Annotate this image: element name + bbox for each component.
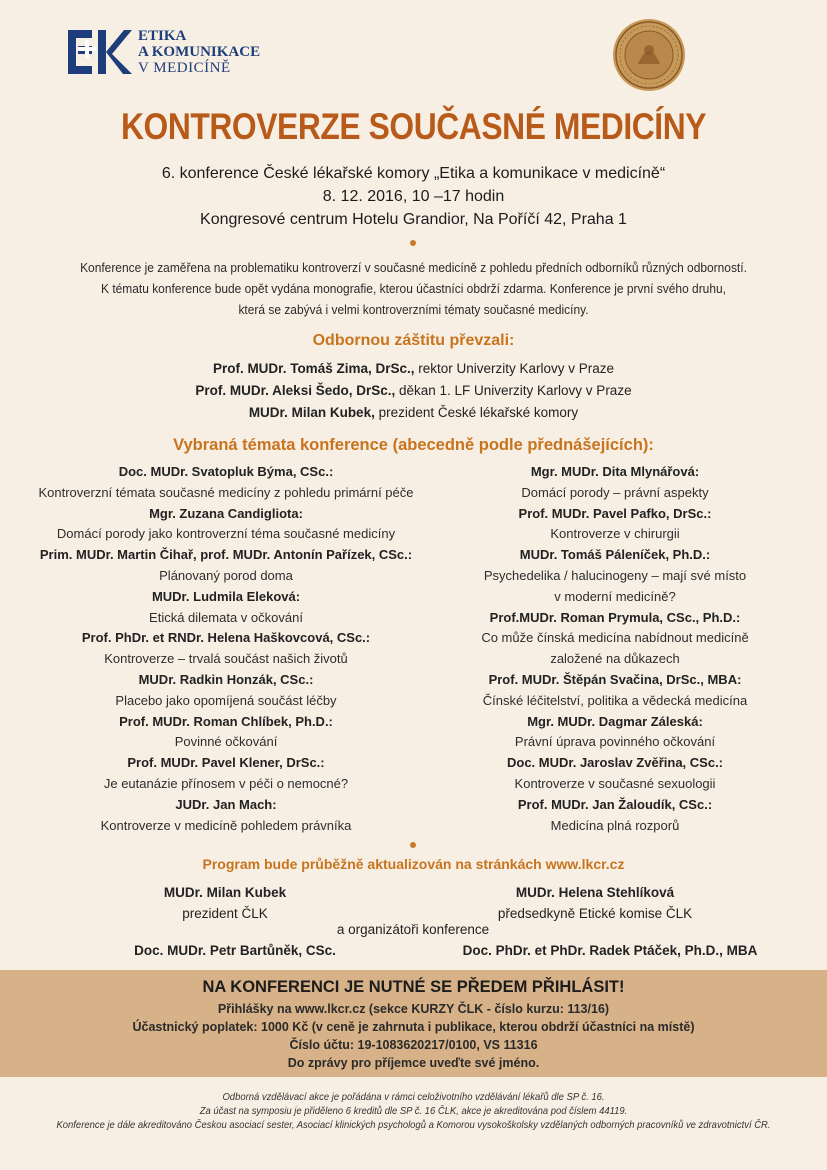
speaker-name: Mgr. Zuzana Candigliota: <box>149 505 303 521</box>
intro-line: Konference je zaměřena na problematiku kontroverzí v současné medicíně z pohledu předních odborníků různých odborností. <box>80 260 747 275</box>
speaker-entry <box>36 795 416 837</box>
conference-name: 6. konference České lékařské komory „Etika a komunikace v medicíně“ <box>161 165 666 182</box>
logo-line-1: ETIKA <box>138 28 187 44</box>
organizer-kubek: MUDr. Milan Kubek prezident ČLK <box>163 885 287 921</box>
patronage-list <box>0 358 827 424</box>
registration-banner <box>0 970 827 1077</box>
speaker-entry <box>430 504 800 546</box>
speaker-topic: Právní úprava povinného očkování <box>514 734 716 750</box>
organizer-bartunek: Doc. MUDr. Petr Bartůněk, CSc. <box>134 943 336 958</box>
speaker-topic: Psychedelika / halucinogeny – mají své místo <box>483 567 747 583</box>
patron: Prof. MUDr. Tomáš Zima, DrSc., rektor Univerzity Karlovy v Praze <box>212 361 615 376</box>
registration-title: NA KONFERENCI JE NUTNÉ SE PŘEDEM PŘIHLÁSIT! <box>202 978 625 996</box>
conference-date: 8. 12. 2016, 10 –17 hodin <box>322 188 505 205</box>
speaker-name: Prof.MUDr. Roman Prymula, CSc., Ph.D.: <box>489 609 741 625</box>
speaker-name: Prof. MUDr. Roman Chlíbek, Ph.D.: <box>119 713 333 729</box>
intro-paragraph <box>79 257 748 320</box>
organizer-ptacek: Doc. PhDr. et PhDr. Radek Ptáček, Ph.D., MBA <box>462 943 758 958</box>
speaker-entry <box>430 753 800 795</box>
speaker-topic: Domácí porody jako kontroverzní téma současné medicíny <box>56 526 396 542</box>
program-note: Program bude průběžně aktualizován na stránkách www.lkcr.cz <box>202 856 625 872</box>
speaker-name: Prof. MUDr. Pavel Klener, DrSc.: <box>127 755 325 771</box>
accreditation-footer <box>0 1090 827 1132</box>
speaker-name: Doc. MUDr. Jaroslav Zvěřina, CSc.: <box>506 755 724 771</box>
intro-line: která se zabývá i velmi kontroverzními tématy současné medicíny. <box>238 302 589 317</box>
organizer-stehlikova: MUDr. Helena Stehlíková předsedkyně Etické komise ČLK <box>497 885 693 921</box>
fee-line: Účastnický poplatek: 1000 Kč (v ceně je zahrnuta i publikace, kterou obdrží účastníci na místě) <box>132 1020 695 1034</box>
speaker-entry <box>36 504 416 546</box>
speaker-topic: Co může čínská medicína nabídnout medicíně <box>481 630 749 646</box>
speaker-topic: Plánovaný porod doma <box>159 567 293 583</box>
speaker-entry <box>36 628 416 670</box>
speaker-name: Prof. MUDr. Štěpán Svačina, DrSc., MBA: <box>488 671 742 687</box>
page-title: KONTROVERZE SOUČASNÉ MEDICÍNY <box>120 106 707 147</box>
patron: Prof. MUDr. Aleksi Šedo, DrSc., děkan 1. LF Univerzity Karlovy v Praze <box>195 383 632 398</box>
speaker-name: Prim. MUDr. Martin Čihař, prof. MUDr. Antonín Pařízek, CSc.: <box>39 547 413 563</box>
topics-heading: Vybraná témata konference (abecedně podle přednášejících): <box>173 436 654 454</box>
patron: MUDr. Milan Kubek, prezident České lékařské komory <box>248 405 579 420</box>
footer-line: Za účast na symposiu je přiděleno 6 kreditů dle SP č. 16 ČLK, akce je akreditována pod číslem 44119. <box>199 1105 628 1117</box>
speaker-entry <box>430 462 800 504</box>
account-line: Číslo účtu: 19-1083620217/0100, VS 11316 <box>289 1038 538 1052</box>
topics-left-column <box>36 462 416 836</box>
speaker-name: Mgr. MUDr. Dita Mlynářová: <box>530 464 700 479</box>
speaker-entry <box>36 545 416 587</box>
clk-seal-icon <box>612 18 686 92</box>
speaker-topic: Medicína plná rozporů <box>550 817 680 833</box>
speaker-topic: Kontroverze v chirurgii <box>550 526 680 542</box>
speaker-entry <box>430 670 800 712</box>
speaker-entry <box>36 462 416 504</box>
separator-dot <box>410 842 416 848</box>
speaker-topic: Etická dilemata v očkování <box>149 609 303 625</box>
speaker-name: Doc. MUDr. Svatopluk Býma, CSc.: <box>118 464 334 479</box>
conference-venue: Kongresové centrum Hotelu Grandior, Na Poříčí 42, Praha 1 <box>200 211 627 228</box>
speaker-name: JUDr. Jan Mach: <box>175 796 277 812</box>
speaker-topic: Kontroverze v medicíně pohledem právníka <box>100 817 352 833</box>
speaker-name: MUDr. Tomáš Páleníček, Ph.D.: <box>519 547 711 563</box>
speaker-topic: Domácí porody – právní aspekty <box>521 484 709 500</box>
speaker-topic: Povinné očkování <box>174 734 278 750</box>
separator-dot <box>410 240 416 246</box>
speaker-topic: Placebo jako opomíjená součást léčby <box>115 692 337 708</box>
speaker-entry <box>36 753 416 795</box>
speaker-entry <box>430 608 800 670</box>
ek-logo <box>66 26 276 78</box>
topics-right-column <box>430 462 800 836</box>
speaker-name: Prof. MUDr. Jan Žaloudík, CSc.: <box>517 796 713 812</box>
ek-logo-mark-icon <box>66 26 132 78</box>
speaker-topic: Kontroverze v současné sexuologii <box>514 775 716 791</box>
speaker-topic: založené na důkazech <box>550 651 680 667</box>
speaker-topic: Kontroverze – trvalá součást našich životů <box>104 651 348 667</box>
intro-line: K tématu konference bude opět vydána monografie, kterou účastníci obdrží zdarma. Konference je první svého druhu, <box>101 281 726 296</box>
speaker-name: MUDr. Radkin Honzák, CSc.: <box>138 671 314 687</box>
footer-line: Odborná vzdělávací akce je pořádána v rámci celoživotního vzdělávání lékařů dle SP č. 16. <box>222 1091 605 1103</box>
logo-line-3: V MEDICÍNĚ <box>138 60 231 76</box>
speaker-name: MUDr. Ludmila Eleková: <box>151 588 301 604</box>
speaker-topic: Je eutanázie přínosem v péči o nemocné? <box>103 775 349 791</box>
footer-line: Konference je dále akreditováno Českou asociací sester, Asociací klinických psychologů a Komorou vysokoškolsky vzdělaných odborných pracovníků ve zdravotnictví ČR. <box>56 1119 771 1131</box>
speaker-topic: v moderní medicíně? <box>554 588 676 604</box>
payment-note-line: Do zprávy pro příjemce uveďte své jméno. <box>287 1056 540 1070</box>
speaker-topic: Čínské léčitelství, politika a vědecká medicína <box>482 692 748 708</box>
speaker-entry <box>36 712 416 754</box>
patronage-heading: Odbornou záštitu převzali: <box>312 332 515 349</box>
speaker-name: Mgr. MUDr. Dagmar Záleská: <box>527 713 703 729</box>
speaker-entry <box>430 712 800 754</box>
speaker-entry <box>36 587 416 629</box>
registration-link-line: Přihlášky na www.lkcr.cz (sekce KURZY ČLK - číslo kurzu: 113/16) <box>217 1002 610 1016</box>
speaker-entry <box>36 670 416 712</box>
speaker-topic: Kontroverzní témata současné medicíny z pohledu primární péče <box>38 484 414 500</box>
speaker-name: Prof. PhDr. et RNDr. Helena Haškovcová, CSc.: <box>81 630 371 646</box>
logo-line-2: A KOMUNIKACE <box>138 44 261 60</box>
organizers-middle: a organizátoři konference <box>336 922 490 937</box>
conference-info <box>0 162 827 231</box>
speaker-name: Prof. MUDr. Pavel Pafko, DrSc.: <box>518 505 712 521</box>
speaker-entry <box>430 795 800 837</box>
speaker-entry <box>430 545 800 607</box>
